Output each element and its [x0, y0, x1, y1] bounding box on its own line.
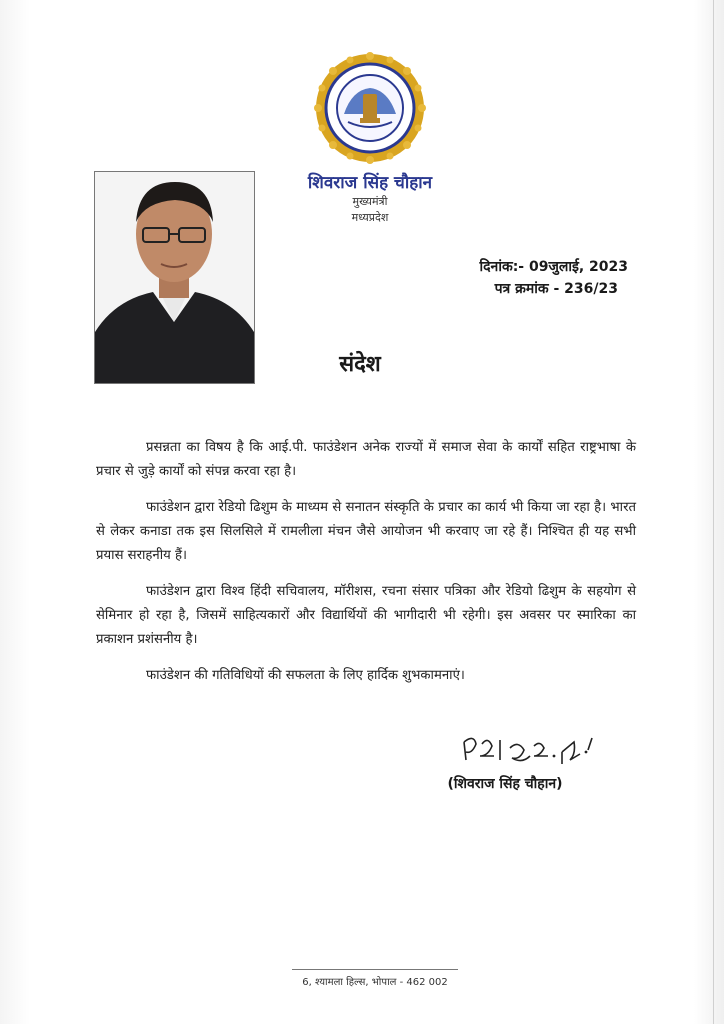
issuer-state: मध्यप्रदेश: [351, 211, 389, 224]
portrait-photo-icon: [94, 171, 255, 384]
letter-body: [96, 436, 636, 700]
page-edge-shadow: [713, 0, 714, 1024]
letter-meta: [479, 256, 628, 300]
body-paragraph: प्रसन्नता का विषय है कि आई.पी. फाउंडेशन अनेक राज्यों में समाज सेवा के कार्यों सहित राष्ट्रभाषा के प्रचार से जुड़े कार्यों को संपन्न करवा रहा है।: [96, 440, 636, 479]
body-paragraph: फाउंडेशन की गतिविधियों की सफलता के लिए हार्दिक शुभकामनाएं।: [146, 668, 465, 683]
mp-government-seal-icon: [314, 52, 426, 164]
handwritten-signature-icon: [458, 730, 608, 780]
issuer-name: शिवराज सिंह चौहान: [307, 173, 433, 193]
signatory-name: (शिवराज सिंह चौहान): [447, 776, 563, 792]
body-paragraph: फाउंडेशन द्वारा विश्व हिंदी सचिवालय, मॉरीशस, रचना संसार पत्रिका और रेडियो ढिशुम के सहयोग से सेमिनार हो रहा है, जिसमें साहित्यकारों और विद्यार्थियों की भागीदारी भी रहेगी। इस अवसर पर स्मारिका का प्रकाशन प्रशंसनीय है।: [96, 584, 636, 647]
footer-divider: [292, 969, 458, 970]
letter-subject: संदेश: [339, 352, 381, 377]
body-paragraph: फाउंडेशन द्वारा रेडियो ढिशुम के माध्यम से सनातन संस्कृति के प्रचार का कार्य भी किया जा रहा है। भारत से लेकर कनाडा तक इस सिलसिले में रामलीला मंचन जैसे आयोजन भी करवाए जा रहे हैं। निश्चित ही यह सभी प्रयास सराहनीय हैं।: [96, 500, 636, 563]
issuer-designation: मुख्यमंत्री: [352, 195, 388, 208]
footer-address: 6, श्यामला हिल्स, भोपाल - 462 002: [302, 977, 448, 988]
letter-reference-number: पत्र क्रमांक - 236/23: [494, 281, 618, 297]
letter-date: दिनांक:- 09जुलाई, 2023: [479, 259, 628, 275]
